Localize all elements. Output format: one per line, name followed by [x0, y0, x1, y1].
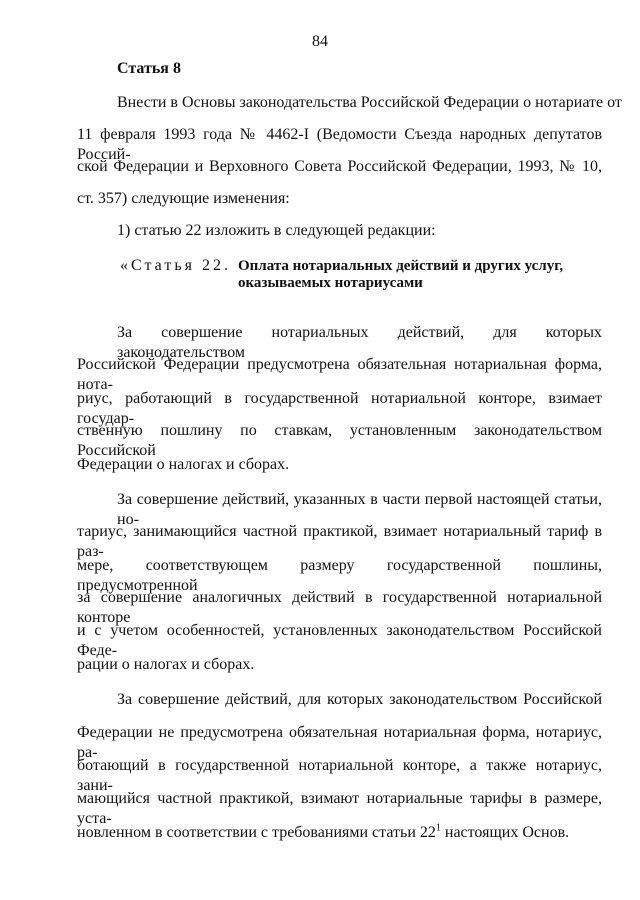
para2-line: За совершение действий, указанных в части первой настоящей статьи, но-: [117, 491, 602, 528]
subarticle-label: «Статья 22.: [120, 257, 231, 274]
subarticle-title-line2: оказываемых нотариусами: [238, 275, 423, 291]
para2-line: и с учетом особенностей, установленных законодательством Российской Феде-: [77, 622, 602, 659]
para3-line: Федерации не предусмотрена обязательная нотариальная форма, нотариус, ра-: [77, 724, 602, 761]
para2-line: мере, соответствующем размеру государственной пошлины, предусмотренной: [77, 557, 602, 594]
superscript-marker: 1: [435, 822, 441, 834]
para1-line: Федерации о налогах и сборах.: [77, 456, 290, 473]
subarticle-title-line1: Оплата нотариальных действий и других услуг,: [238, 258, 564, 274]
para1-line: ственную пошлину по ставкам, установленным законодательством Российской: [77, 422, 602, 459]
intro-line: ской Федерации и Верховного Совета Российской Федерации, 1993, № 10,: [77, 158, 602, 175]
para3-line: ботающий в государственной нотариальной конторе, а также нотариус, зани-: [77, 757, 602, 794]
list-item-1: 1) статью 22 изложить в следующей редакции:: [117, 222, 436, 239]
para2-line: за совершение аналогичных действий в государственной нотариальной конторе: [77, 589, 602, 626]
para2-line: рации о налогах и сборах.: [77, 656, 255, 673]
page-number: 84: [312, 33, 328, 50]
para1-line: За совершение нотариальных действий, для которых законодательством: [117, 324, 602, 361]
para1-line: риус, работающий в государственной нотариальной конторе, взимает государ-: [77, 390, 602, 427]
intro-line: ст. 357) следующие изменения:: [77, 190, 290, 207]
para3-last-line-text: новленном в соответствии с требованиями статьи 22: [77, 824, 436, 841]
article-heading: Статья 8: [117, 60, 181, 77]
para1-line: Российской Федерации предусмотрена обязательная нотариальная форма, нота-: [77, 356, 602, 393]
para3-last-line-tail: настоящих Основ.: [440, 824, 570, 841]
para3-line: За совершение действий, для которых законодательством Российской: [117, 691, 602, 708]
para2-line: тариус, занимающийся частной практикой, взимает нотариальный тариф в раз-: [77, 523, 602, 560]
para3-line: [77, 823, 569, 843]
para3-line: мающийся частной практикой, взимают нотариальные тарифы в размере, уста-: [77, 790, 602, 827]
intro-line: Внести в Основы законодательства Российской Федерации о нотариате от: [117, 94, 622, 111]
intro-line: 11 февраля 1993 года № 4462-I (Ведомости Съезда народных депутатов Россий-: [77, 126, 602, 163]
